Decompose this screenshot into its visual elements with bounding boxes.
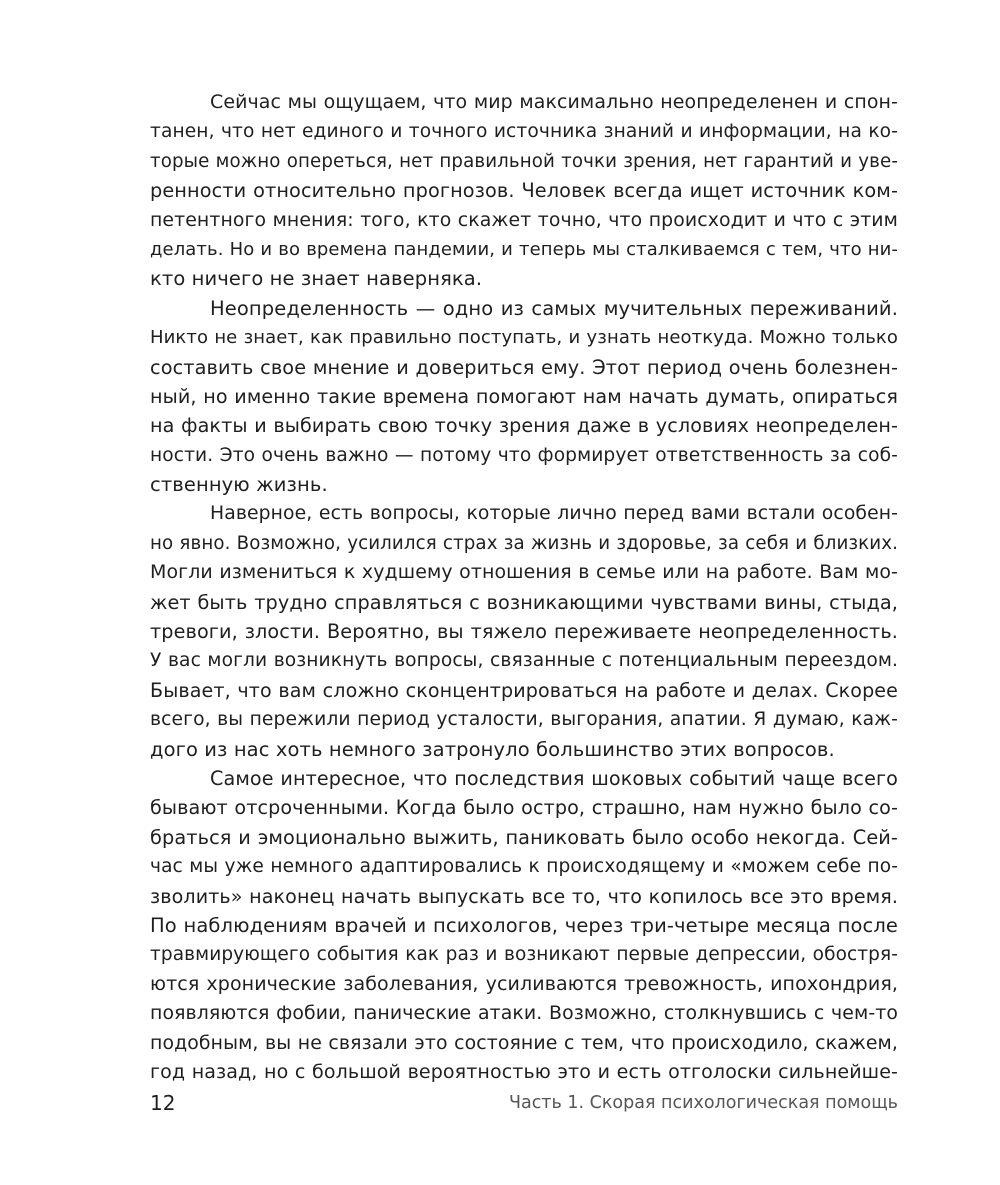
text-line: ный, но именно такие времена помогают нам начать думать, опираться [150, 384, 898, 408]
page-number: 12 [150, 1091, 176, 1115]
text-line: но явно. Возможно, усилился страх за жизнь и здоровье, за себя и близких. [150, 532, 898, 554]
text-line: всего, вы пережили период усталости, выгорания, апатии. Я думаю, каж- [150, 709, 898, 731]
running-title: Часть 1. Скорая психологическая помощь [508, 1093, 898, 1113]
text-line: У вас могли возникнуть вопросы, связанные с потенциальным переездом. [150, 650, 898, 672]
body-text [150, 88, 898, 1087]
text-line: торые можно опереться, нет правильной точки зрения, нет гарантий и уве- [150, 150, 898, 172]
text-line: ности. Это очень важно — потому что формирует ответственность за соб- [150, 444, 898, 466]
text-line: час мы уже немного адаптировались к происходящему и «можем себе по- [150, 856, 898, 878]
text-line: составить свое мнение и довериться ему. Этот период очень болезнен- [150, 355, 898, 379]
text-line: петентного мнения: того, кто скажет точно, что происходит и что с этим [150, 208, 898, 231]
text-line: дого из нас хоть немного затронуло большинство этих вопросов. [150, 737, 835, 761]
text-line: зволить» наконец начать выпускать все то, что копилось все это время. [150, 884, 898, 908]
text-line: Сейчас мы ощущаем, что мир максимально неопределенен и спон- [210, 91, 898, 113]
text-line: подобным, вы не связали это состояние с тем, что происходило, скажем, [150, 1031, 898, 1054]
text-line: ственную жизнь. [150, 473, 328, 497]
text-line: ренности относительно прогнозов. Человек всегда ищет источник ком- [150, 179, 898, 203]
text-line: делать. Но и во времена пандемии, и теперь мы сталкиваемся с тем, что ни- [150, 238, 898, 260]
text-line: ются хронические заболевания, усиливаются тревожность, ипохондрия, [150, 972, 898, 995]
text-line: тревоги, злости. Вероятно, вы тяжело переживаете неопределенность. [150, 620, 898, 644]
text-line: По наблюдениям врачей и психологов, через три-четыре месяца после [150, 913, 898, 937]
text-line: Могли измениться к худшему отношения в семье или на работе. Вам мо- [150, 561, 898, 584]
text-line: появляются фобии, панические атаки. Возможно, столкнувшись с чем-то [150, 1002, 898, 1025]
text-line: кто ничего не знает наверняка. [150, 267, 483, 291]
text-line: Наверное, есть вопросы, которые лично перед вами встали особен- [210, 503, 898, 525]
text-line: браться и эмоционально выжить, паниковать было особо некогда. Сей- [150, 825, 898, 849]
text-line: год назад, но с большой вероятностью это и есть отголоски сильнейше- [150, 1060, 898, 1083]
text-line: на факты и выбирать свою точку зрения даже в условиях неопределен- [150, 414, 898, 438]
text-line: бывают отсроченными. Когда было остро, страшно, нам нужно было со- [150, 796, 898, 820]
text-line: Бывает, что вам сложно сконцентрироваться на работе и делах. Скорее [150, 678, 898, 702]
text-line: танен, что нет единого и точного источника знаний и информации, на ко- [150, 121, 898, 143]
text-line: травмирующего события как раз и возникают первые депрессии, обостря- [150, 944, 898, 966]
text-line: Самое интересное, что последствия шоковых событий чаще всего [210, 766, 898, 790]
text-line: жет быть трудно справляться с возникающими чувствами вины, стыда, [150, 590, 898, 614]
page-footer [150, 1088, 898, 1118]
text-line: Неопределенность — одно из самых мучительных переживаний. [210, 296, 898, 320]
text-line: Никто не знает, как правильно поступать, и узнать неоткуда. Можно только [150, 327, 898, 349]
